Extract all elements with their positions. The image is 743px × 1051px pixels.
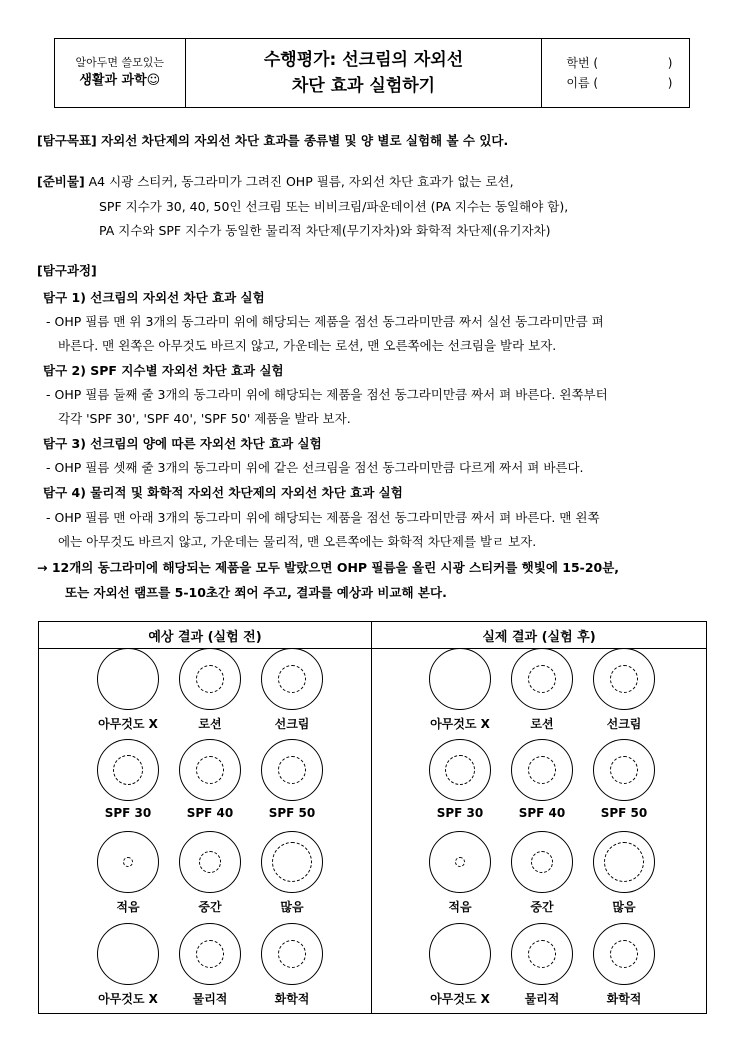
q2-title: 탐구 2) SPF 지수별 자외선 차단 효과 실험: [43, 363, 284, 378]
q3-title: 탐구 3) 선크림의 양에 따른 자외선 차단 효과 실험: [43, 436, 322, 451]
q4-line1: - OHP 필름 맨 아래 3개의 동그라미 위에 해당되는 제품을 점선 동그라미만큼 짜서 펴 바른다. 맨 왼쪽: [46, 510, 600, 525]
dashed-circle: [528, 756, 556, 784]
circle-label: 선크림: [606, 717, 642, 731]
name-label: 이름 (: [566, 76, 599, 90]
circle-label: 많음: [612, 900, 636, 914]
q2-line2: 각각 'SPF 30', 'SPF 40', 'SPF 50' 제품을 발라 보자.: [58, 411, 351, 426]
ohp-circle: [261, 831, 323, 893]
circle-label: 로션: [198, 717, 222, 731]
dashed-circle: [445, 755, 475, 785]
q4-title: 탐구 4) 물리적 및 화학적 자외선 차단제의 자외선 차단 효과 실험: [43, 485, 403, 500]
circle-label: 적음: [116, 900, 140, 914]
final-line1: → 12개의 동그라미에 해당되는 제품을 모두 발랐으면 OHP 필름을 올린 시광 스티커를 햇빛에 15-20분,: [37, 560, 620, 575]
circle-label: SPF 30: [104, 806, 152, 820]
materials-line3: PA 지수와 SPF 지수가 동일한 물리적 차단제(무기자차)와 화학적 차단제(유기자차): [99, 223, 551, 238]
ohp-circle: [511, 831, 573, 893]
dashed-circle: [531, 851, 553, 873]
q1-line2: 바른다. 맨 왼쪽은 아무것도 바르지 않고, 가운데는 로션, 맨 오른쪽에는 선크림을 발라 보자.: [58, 338, 557, 353]
dashed-circle: [528, 665, 556, 693]
ohp-circle: [429, 648, 491, 710]
dashed-circle: [610, 756, 638, 784]
circle-label: 물리적: [192, 992, 228, 1006]
dashed-circle: [199, 851, 221, 873]
final-line2: 또는 자외선 램프를 5-10초간 쬐어 주고, 결과를 예상과 비교해 본다.: [65, 585, 447, 600]
ohp-circle: [593, 831, 655, 893]
ohp-circle: [179, 831, 241, 893]
q4-line2: 에는 아무것도 바르지 않고, 가운데는 물리적, 맨 오른쪽에는 화학적 차단제를 발ㄹ 보자.: [58, 534, 537, 549]
dashed-circle: [455, 857, 465, 867]
q3-line1: - OHP 필름 셋째 줄 3개의 동그라미 위에 같은 선크림을 점선 동그라미만큼 다르게 짜서 펴 바른다.: [46, 460, 584, 475]
student-info-cell: [542, 39, 689, 107]
student-id-label: 학번 (: [566, 56, 599, 70]
circle-label: 적음: [448, 900, 472, 914]
circle-label: 로션: [530, 717, 554, 731]
circle-label: SPF 30: [436, 806, 484, 820]
dashed-circle: [196, 756, 224, 784]
materials-line2: SPF 지수가 30, 40, 50인 선크림 또는 비비크림/파운데이션 (PA 지수는 동일해야 함),: [99, 199, 569, 214]
name-close: ): [667, 76, 673, 90]
ohp-circle: [97, 739, 159, 801]
ohp-circle: [593, 923, 655, 985]
process-label: [탐구과정]: [37, 263, 97, 278]
ohp-circle: [261, 648, 323, 710]
circle-label: SPF 50: [268, 806, 316, 820]
ohp-circle: [511, 739, 573, 801]
header-box: [54, 38, 690, 108]
ohp-circle: [511, 648, 573, 710]
goal-text: 자외선 차단제의 자외선 차단 효과를 종류별 및 양 별로 실험해 볼 수 있다.: [96, 133, 509, 148]
dashed-circle: [272, 842, 312, 882]
results-table: [38, 621, 707, 1014]
page-title-line2: 차단 효과 실험하기: [291, 76, 436, 96]
circle-label: 화학적: [606, 992, 642, 1006]
goal-line: [37, 132, 508, 150]
circle-label: SPF 50: [600, 806, 648, 820]
q1-line1: - OHP 필름 맨 위 3개의 동그라미 위에 해당되는 제품을 점선 동그라미만큼 짜서 실선 동그라미만큼 펴: [46, 314, 604, 329]
ohp-circle: [593, 739, 655, 801]
circle-label: SPF 40: [186, 806, 234, 820]
dashed-circle: [528, 940, 556, 968]
ohp-circle: [97, 648, 159, 710]
ohp-circle: [429, 923, 491, 985]
subject-cell: [55, 39, 186, 107]
circle-label: 많음: [280, 900, 304, 914]
ohp-circle: [179, 923, 241, 985]
circle-label: 중간: [530, 900, 554, 914]
dashed-circle: [604, 842, 644, 882]
subject-line1: 알아두면 쓸모있는: [75, 56, 165, 69]
dashed-circle: [278, 665, 306, 693]
ohp-circle: [511, 923, 573, 985]
materials-line1: [37, 173, 514, 191]
ohp-circle: [593, 648, 655, 710]
name-field[interactable]: [566, 73, 672, 93]
ohp-circle: [261, 923, 323, 985]
circle-label: 물리적: [524, 992, 560, 1006]
q1-title: 탐구 1) 선크림의 자외선 차단 효과 실험: [43, 290, 265, 305]
circle-label: SPF 40: [518, 806, 566, 820]
expected-header: 예상 결과 (실험 전): [148, 630, 262, 645]
dashed-circle: [196, 940, 224, 968]
dashed-circle: [610, 665, 638, 693]
q2-line1: - OHP 필름 둘째 줄 3개의 동그라미 위에 해당되는 제품을 점선 동그라미만큼 짜서 펴 바른다. 왼쪽부터: [46, 387, 608, 402]
ohp-circle: [97, 923, 159, 985]
circle-label: 아무것도 X: [430, 992, 490, 1006]
dashed-circle: [278, 940, 306, 968]
materials-label: [준비물]: [37, 174, 85, 189]
circle-label: 아무것도 X: [98, 992, 158, 1006]
subject-line2: 생활과 과학☺: [79, 73, 161, 88]
ohp-circle: [97, 831, 159, 893]
circle-label: 중간: [198, 900, 222, 914]
table-divider: [371, 622, 372, 1013]
goal-label: [탐구목표]: [37, 133, 97, 148]
circle-label: 화학적: [274, 992, 310, 1006]
dashed-circle: [278, 756, 306, 784]
circle-label: 아무것도 X: [98, 717, 158, 731]
circle-label: 아무것도 X: [430, 717, 490, 731]
ohp-circle: [179, 648, 241, 710]
dashed-circle: [196, 665, 224, 693]
page-title-line1: 수행평가: 선크림의 자외선: [263, 50, 464, 70]
ohp-circle: [429, 739, 491, 801]
ohp-circle: [179, 739, 241, 801]
dashed-circle: [610, 940, 638, 968]
dashed-circle: [113, 755, 143, 785]
student-id-field[interactable]: [566, 53, 672, 73]
student-id-close: ): [667, 56, 673, 70]
ohp-circle: [261, 739, 323, 801]
actual-header: 실제 결과 (실험 후): [482, 630, 596, 645]
ohp-circle: [429, 831, 491, 893]
dashed-circle: [123, 857, 133, 867]
title-cell: [186, 39, 543, 107]
circle-label: 선크림: [274, 717, 310, 731]
materials-text1: A4 시광 스티커, 동그라미가 그려진 OHP 필름, 자외선 차단 효과가 없는 로션,: [84, 174, 514, 189]
